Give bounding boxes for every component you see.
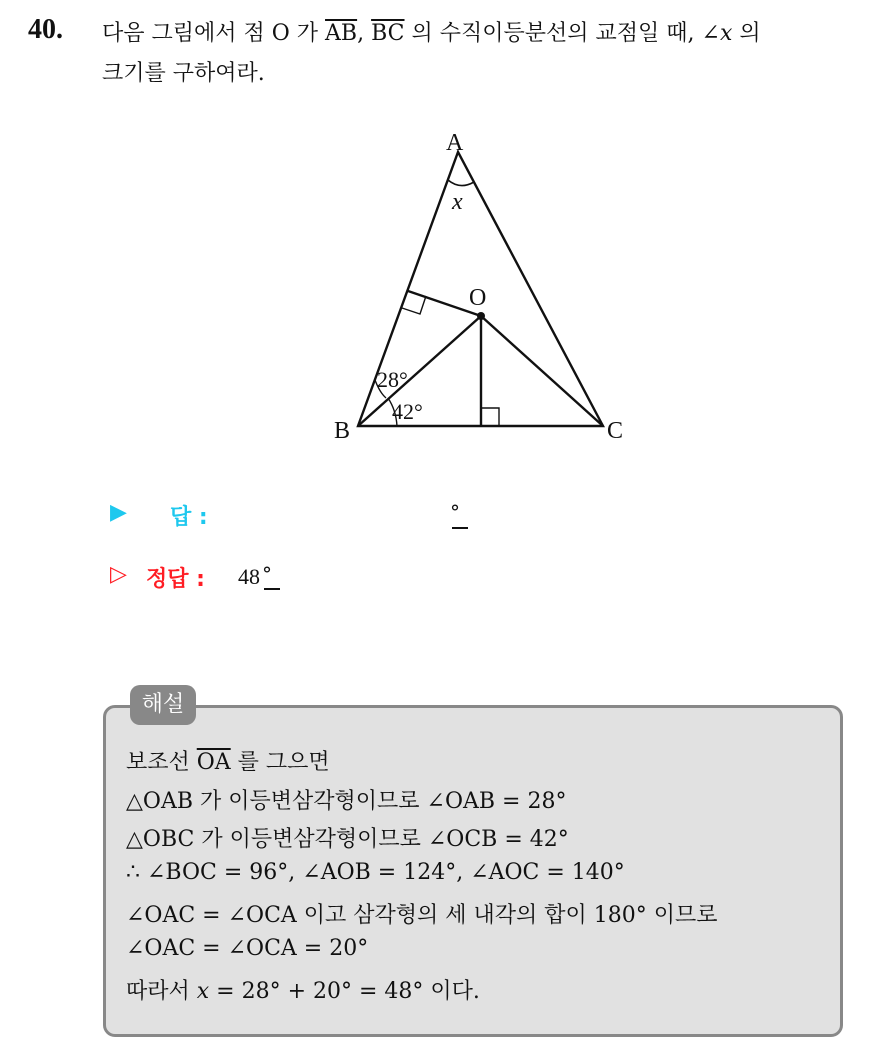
correct-row [110, 562, 272, 592]
variable-x: x [719, 21, 733, 46]
solution-tag: 해설 [130, 685, 196, 725]
answer-row [110, 500, 460, 530]
angle-arc-x [448, 180, 474, 186]
solution-line-5: ∠OAC = ∠OCA 이고 삼각형의 세 내각의 합이 180° 이므로 [126, 903, 718, 928]
solution-text-1a: 보조선 [126, 750, 197, 775]
label-b: B [334, 418, 351, 444]
correct-value: 48 [238, 564, 260, 589]
answer-blank-underline [452, 527, 468, 529]
solution-line-2: △OAB 가 이등변삼각형이므로 ∠OAB = 28° [126, 789, 567, 814]
segment-oa: $\overline{OA}$ [196, 750, 231, 775]
label-o: O [469, 285, 487, 311]
segment-bc: $\overline{BC}$ [371, 21, 405, 46]
answer-label: 답 : [170, 505, 208, 530]
correct-unit-underline [264, 588, 280, 590]
correct-label: 정답 : [146, 567, 205, 592]
answer-marker-icon: ▶ [110, 500, 127, 525]
angle-label-28: 28° [377, 367, 408, 392]
label-x: x [452, 189, 463, 215]
correct-marker-icon: ▷ [110, 562, 127, 587]
triangle-figure [0, 0, 884, 470]
correct-unit: ° [262, 562, 272, 586]
solution-text-7b: = 28° + 20° = 48° 이다. [209, 979, 480, 1004]
answer-unit: ° [450, 500, 460, 524]
point-o [477, 312, 485, 320]
question-text-c: 의 수직이등분선의 교점일 때, ∠ [404, 21, 720, 46]
right-angle-mark-bc [481, 408, 499, 426]
solution-text-7a: 따라서 [126, 979, 197, 1004]
solution-text-1b: 를 그으면 [230, 750, 330, 775]
question-line-2: 크기를 구하여라. [102, 61, 265, 86]
label-a: A [446, 130, 464, 156]
solution-line-6: ∠OAC = ∠OCA = 20° [126, 936, 369, 961]
solution-line-1 [126, 745, 330, 776]
angle-label-42: 42° [392, 399, 423, 424]
question-text-a: 다음 그림에서 점 O 가 [102, 21, 326, 46]
question-text-b: , [357, 21, 372, 46]
solution-line-3: △OBC 가 이등변삼각형이므로 ∠OCB = 42° [126, 827, 569, 852]
question-number: 40. [28, 14, 63, 45]
question-text-d: 의 [732, 21, 761, 46]
label-c: C [607, 418, 624, 444]
segment-ab: $\overline{AB}$ [325, 21, 358, 46]
solution-line-7 [126, 974, 480, 1005]
solution-line-4: ∴ ∠BOC = 96°, ∠AOB = 124°, ∠AOC = 140° [126, 860, 625, 885]
solution-variable-x: x [196, 979, 210, 1004]
